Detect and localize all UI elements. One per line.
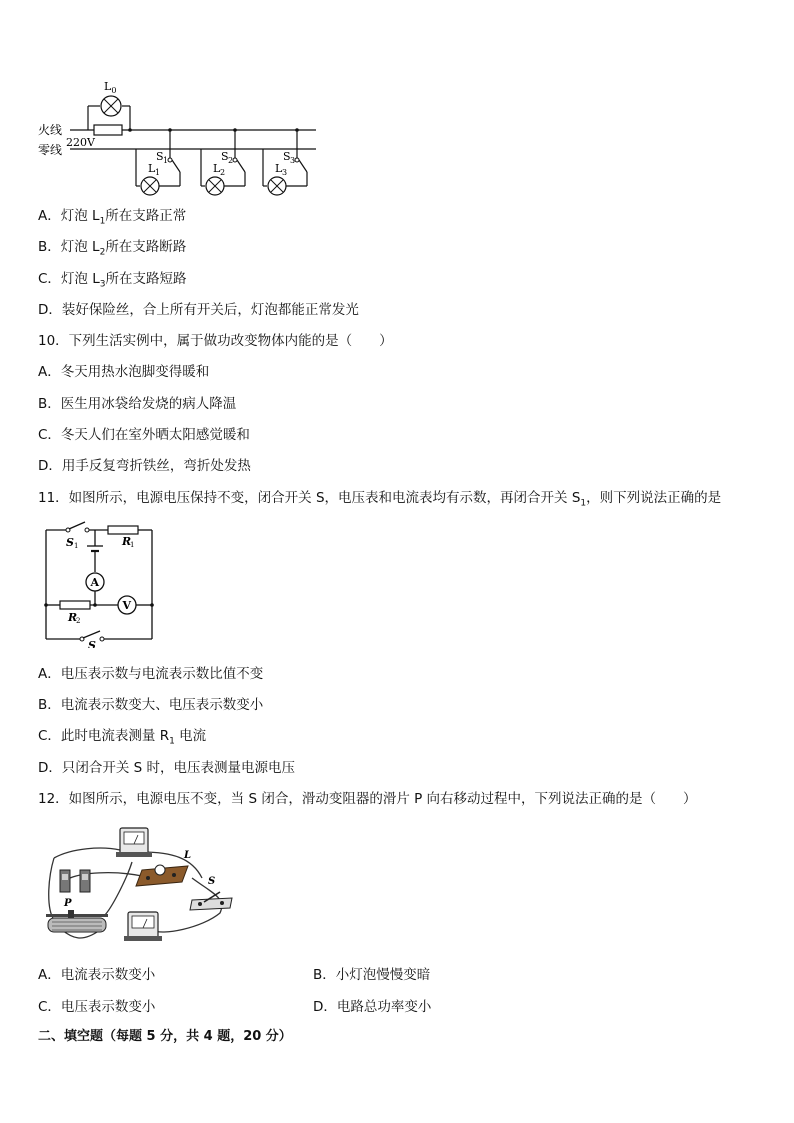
slider-p-label: P [64, 898, 72, 909]
svg-text:1: 1 [155, 168, 161, 177]
resistor-r2-label: R [68, 611, 78, 624]
switch-s2-label: S [221, 150, 229, 163]
q9-option-a: A．灯泡 $L_1$所在支路正常 [38, 208, 187, 227]
voltage-label: 220V [66, 136, 95, 149]
q10-option-c: C．冬天人们在室外晒太阳感觉暖和 [38, 427, 250, 443]
svg-text:2: 2 [220, 168, 226, 177]
q11-stem: 11．如图所示，电源电压保持不变，闭合开关 S，电压表和电流表均有示数，再闭合开关 $S_1$，则下列说法正确的是 [38, 490, 722, 509]
branch-2 [201, 128, 245, 195]
lamp-board-icon [136, 865, 188, 886]
switch-label: S [208, 876, 216, 887]
lamp-l1-label: L [148, 162, 156, 175]
q12-circuit-photo [42, 818, 237, 953]
svg-text:1: 1 [130, 541, 135, 549]
live-wire-label: 火线 [38, 123, 63, 137]
switch-s3-label: S [283, 150, 291, 163]
svg-text:2: 2 [76, 617, 81, 625]
fuse-box [94, 125, 122, 135]
ammeter-device-icon [124, 912, 162, 941]
lamp-l0-icon [101, 96, 121, 116]
q9-option-d: D．装好保险丝，合上所有开关后，灯泡都能正常发光 [38, 302, 359, 318]
lamp-l3-label: L [275, 162, 283, 175]
q12-option-d: D．电路总功率变小 [313, 999, 432, 1015]
resistor-r1-label: R [122, 535, 132, 548]
q10-stem: 10．下列生活实例中，属于做功改变物体内能的是（ ） [38, 333, 393, 349]
household-circuit-diagram [34, 72, 324, 202]
q12-option-a: A．电流表示数变小 [38, 967, 156, 983]
q10-option-d: D．用手反复弯折铁丝，弯折处发热 [38, 458, 251, 474]
q12-stem: 12．如图所示，电源电压不变，当 S 闭合，滑动变阻器的滑片 P 向右移动过程中，下列说法正确的是（ ） [38, 791, 697, 807]
svg-text:1: 1 [74, 542, 79, 550]
lamp-label: L [184, 850, 192, 861]
switch-device-icon [190, 892, 232, 910]
lamp-l0-label: $L_0$ [104, 80, 117, 95]
rheostat-icon [46, 910, 108, 932]
svg-text:V: V [122, 599, 132, 612]
svg-text:3: 3 [282, 168, 288, 177]
q12-option-c: C．电压表示数变小 [38, 999, 156, 1015]
switch-s1-label: S [66, 536, 74, 549]
q11-circuit-diagram [38, 518, 162, 648]
svg-text:3: 3 [290, 156, 296, 165]
q11-option-b: B．电流表示数变大、电压表示数变小 [38, 697, 264, 713]
svg-text:1: 1 [163, 156, 169, 165]
branch-1 [136, 128, 180, 195]
svg-text:2: 2 [228, 156, 234, 165]
q9-option-c: C．灯泡 $L_3$所在支路短路 [38, 271, 187, 290]
q12-option-b: B．小灯泡慢慢变暗 [313, 967, 431, 983]
voltmeter-device-icon [116, 828, 152, 857]
q11-option-a: A．电压表示数与电流表示数比值不变 [38, 666, 264, 682]
section-2-heading: 二、填空题（每题 5 分，共 4 题，20 分） [38, 1029, 292, 1044]
q9-option-b: B．灯泡 $L_2$所在支路断路 [38, 239, 187, 258]
neutral-wire-label: 零线 [38, 143, 63, 157]
branch-3 [263, 128, 307, 195]
q11-option-c: C．此时电流表测量 $R_1$ 电流 [38, 728, 207, 747]
q10-option-a: A．冬天用热水泡脚变得暖和 [38, 364, 210, 380]
svg-text:A: A [90, 576, 100, 589]
battery-icon [60, 870, 90, 892]
switch-s1-label: S [156, 150, 164, 163]
switch-s-label: S [88, 639, 96, 648]
q11-option-d: D．只闭合开关 S 时，电压表测量电源电压 [38, 760, 296, 776]
q10-option-b: B．医生用冰袋给发烧的病人降温 [38, 396, 237, 412]
lamp-l2-label: L [213, 162, 221, 175]
